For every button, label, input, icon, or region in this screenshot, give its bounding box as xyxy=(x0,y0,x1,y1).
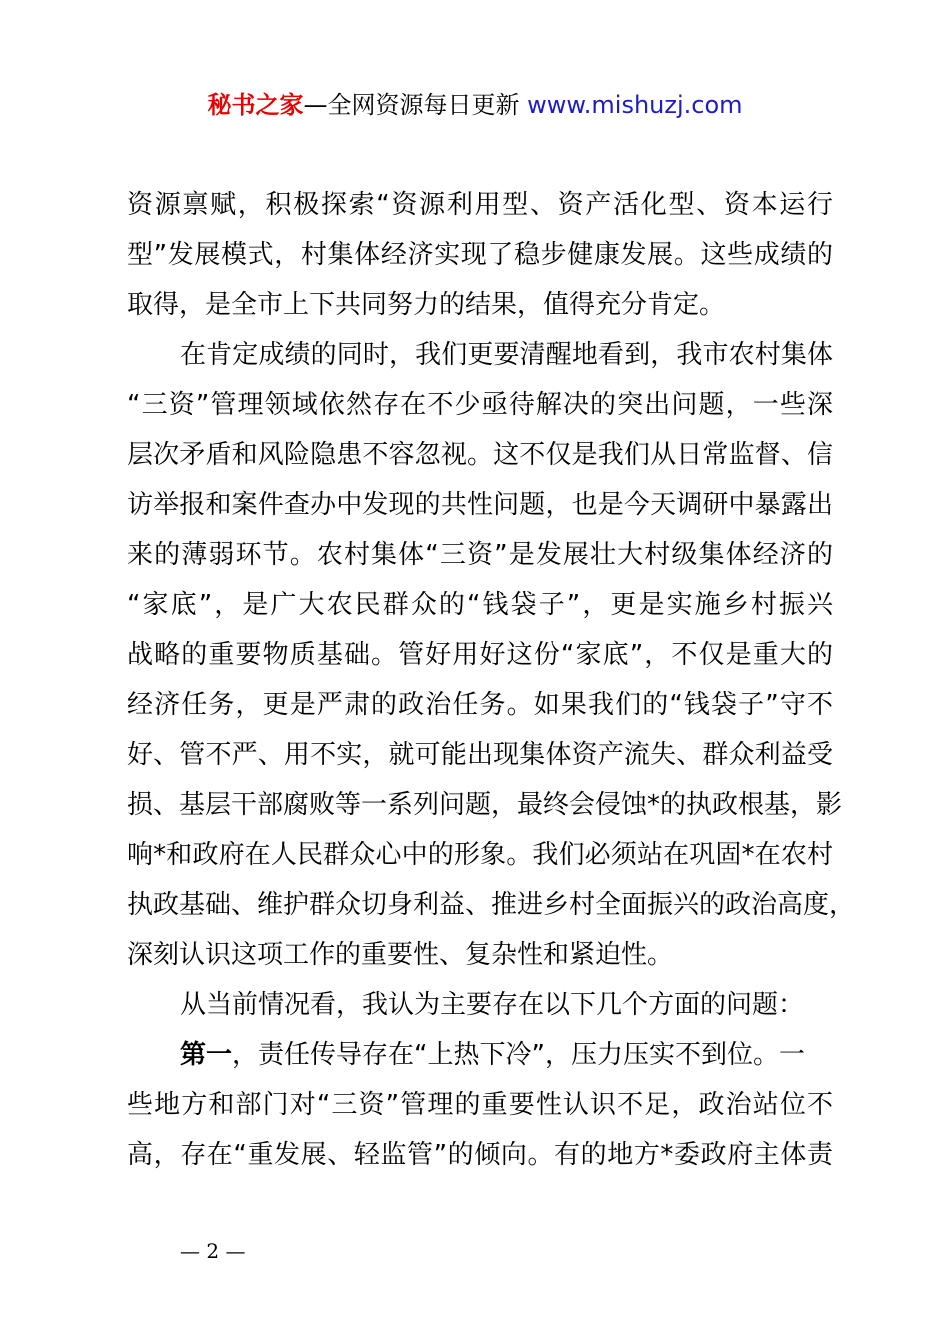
site-header xyxy=(0,88,950,122)
point-one-label: 第一 xyxy=(180,1040,233,1070)
text-line: 高，存在“重发展、轻监管”的倾向。有的地方*委政府主体责 xyxy=(127,1140,833,1170)
site-brand: 秘书之家 xyxy=(207,91,304,119)
point-one-text: ，责任传导存在“上热下冷”，压力压实不到位。一 xyxy=(232,1040,805,1070)
text-line: 从当前情况看，我认为主要存在以下几个方面的问题： xyxy=(180,990,805,1020)
text-line: 经济任务，更是严肃的政治任务。如果我们的“钱袋子”守不 xyxy=(127,690,833,720)
text-line: 资源禀赋，积极探索“资源利用型、资产活化型、资本运行 xyxy=(127,190,833,220)
point-one-line xyxy=(127,1030,833,1080)
text-line: 些地方和部门对“三资”管理的重要性认识不足，政治站位不 xyxy=(127,1090,833,1120)
text-line: 损、基层干部腐败等一系列问题，最终会侵蚀*的执政根基，影 xyxy=(127,790,843,820)
text-line: “三资”管理领域依然存在不少亟待解决的突出问题，一些深 xyxy=(127,390,833,420)
page-number: — 2 — xyxy=(180,1239,246,1263)
text-line: 层次矛盾和风险隐患不容忽视。这不仅是我们从日常监督、信 xyxy=(127,440,833,470)
text-line: “家底”，是广大农民群众的“钱袋子”，更是实施乡村振兴 xyxy=(127,590,833,620)
site-url-link[interactable]: www.mishuzj.com xyxy=(527,91,743,119)
text-line: 型”发展模式，村集体经济实现了稳步健康发展。这些成绩的 xyxy=(127,240,833,270)
site-slogan: —全网资源每日更新 xyxy=(303,91,528,119)
text-line: 战略的重要物质基础。管好用好这份“家底”，不仅是重大的 xyxy=(127,640,833,670)
document-body xyxy=(127,180,856,1180)
text-line: 访举报和案件查办中发现的共性问题，也是今天调研中暴露出 xyxy=(127,490,833,520)
text-line: 在肯定成绩的同时，我们更要清醒地看到，我市农村集体 xyxy=(180,340,833,370)
text-line: 执政基础、维护群众切身利益、推进乡村全面振兴的政治高度， xyxy=(127,890,856,920)
text-line: 响*和政府在人民群众心中的形象。我们必须站在巩固*在农村 xyxy=(127,840,833,870)
text-line: 好、管不严、用不实，就可能出现集体资产流失、群众利益受 xyxy=(127,740,833,770)
text-line: 取得，是全市上下共同努力的结果，值得充分肯定。 xyxy=(127,290,726,320)
text-line: 深刻认识这项工作的重要性、复杂性和紧迫性。 xyxy=(127,940,674,970)
text-line: 来的薄弱环节。农村集体“三资”是发展壮大村级集体经济的 xyxy=(127,540,833,570)
